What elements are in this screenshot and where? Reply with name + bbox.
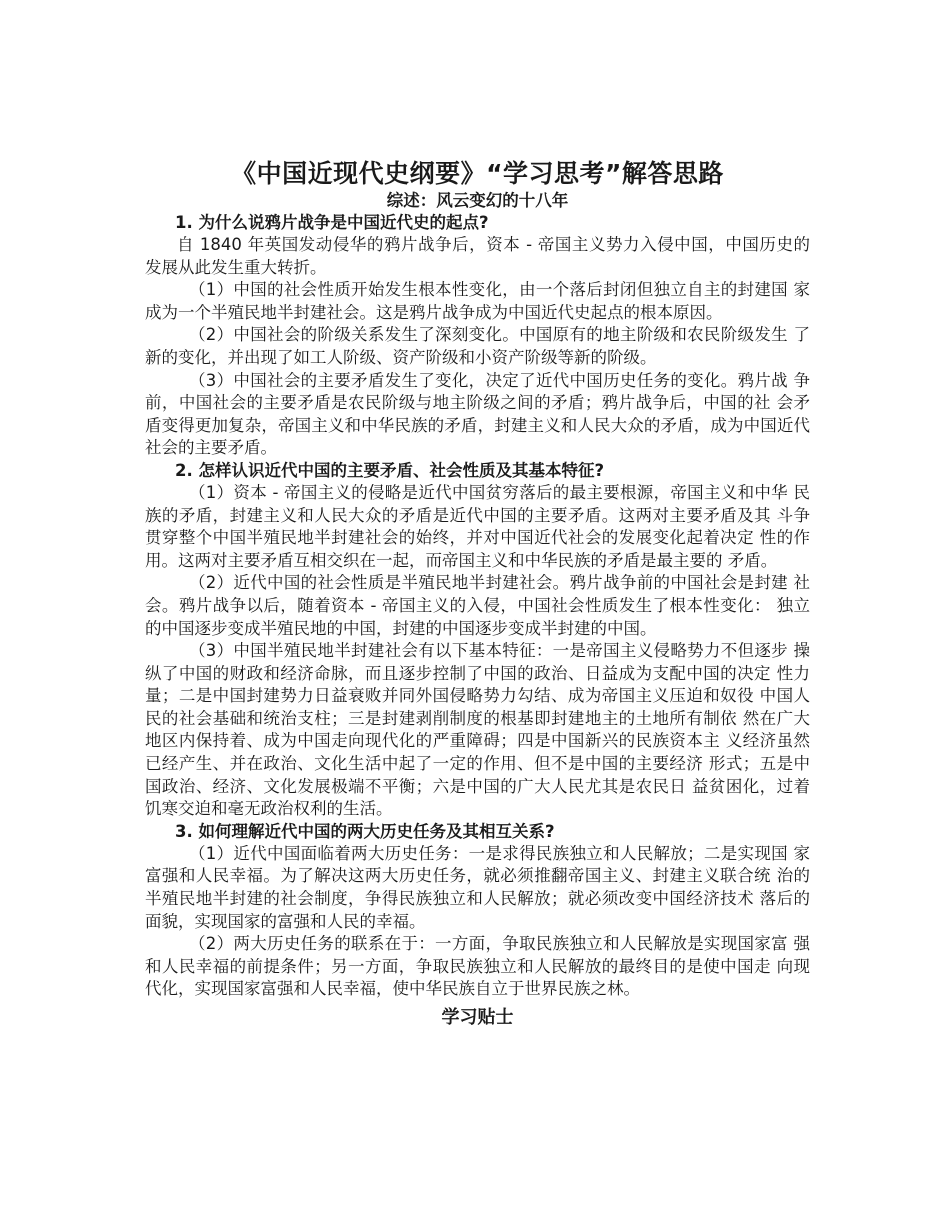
section-1 [145, 212, 810, 460]
question-heading: 1. 为什么说鸦片战争是中国近代史的起点? [175, 213, 489, 232]
paragraph: （2）中国社会的阶级关系发生了深刻变化。中国原有的地主阶级和农民阶级发生 了新的变化，并出现了如工人阶级、资产阶级和小资产阶级等新的阶级。 [145, 325, 810, 367]
paragraph: （3）中国社会的主要矛盾发生了变化，决定了近代中国历史任务的变化。鸦片战 争前，中国社会的主要矛盾是农民阶级与地主阶级之间的矛盾；鸦片战争后，中国的社 会矛盾变得更加复杂，帝国主义和中华民族的矛盾，封建主义和人民大众的矛盾，成为中国近代社会的主要矛盾。 [145, 370, 810, 458]
document-title: 《中国近现代史纲要》“学习思考”解答思路 [231, 159, 724, 188]
section-3 [145, 821, 810, 1001]
paragraph: （1）资本 - 帝国主义的侵略是近代中国贫穷落后的最主要根源，帝国主义和中华 民族的矛盾，封建主义和人民大众的矛盾是近代中国的主要矛盾。这两对主要矛盾及其 斗争贯穿整个中国半殖民地半封建社会的始终，并对中国近代社会的发展变化起着决定 性的作用。这两对主要矛盾互相交织在一起，而帝国主义和中华民族的矛盾是最主要的 矛盾。 [145, 482, 810, 570]
paragraph: （1）近代中国面临着两大历史任务：一是求得民族独立和人民解放；二是实现国 家富强和人民幸福。为了解决这两大历史任务，就必须推翻帝国主义、封建主义联合统 治的半殖民地半封建的社会制度，争得民族独立和人民解放；就必须改变中国经济技术 落后的面貌，实现国家的富强和人民的幸福。 [145, 843, 810, 931]
footer-heading: 学习贴士 [441, 1007, 514, 1028]
paragraph: 自 1840 年英国发动侵华的鸦片战争后，资本 - 帝国主义势力入侵中国，中国历史的 发展从此发生重大转折。 [145, 235, 810, 277]
question-heading: 3. 如何理解近代中国的两大历史任务及其相互关系? [175, 821, 555, 841]
paragraph: （1）中国的社会性质开始发生根本性变化，由一个落后封闭但独立自主的封建国 家成为一个半殖民地半封建社会。这是鸦片战争成为中国近代史起点的根本原因。 [145, 280, 810, 322]
paragraph: （2）近代中国的社会性质是半殖民地半封建社会。鸦片战争前的中国社会是封建 社会。鸦片战争以后，随着资本 - 帝国主义的入侵，中国社会性质发生了根本性变化： 独立的中国逐步变成半殖民地的中国，封建的中国逐步变成半封建的中国。 [145, 573, 810, 638]
section-2 [145, 460, 810, 821]
question-heading: 2. 怎样认识近代中国的主要矛盾、社会性质及其基本特征? [175, 460, 605, 480]
paragraph: （3）中国半殖民地半封建社会有以下基本特征：一是帝国主义侵略势力不但逐步 操纵了中国的财政和经济命脉，而且逐步控制了中国的政治、日益成为支配中国的决定 性力量；二是中国封建势力日益衰败并同外国侵略势力勾结、成为帝国主义压迫和奴役 中国人民的社会基础和统治支柱；三是封建剥削制度的根基即封建地主的土地所有制依 然在广大地区内保持着、成为中国走向现代化的严重障碍；四是中国新兴的民族资本主 义经济虽然已经产生、并在政治、文化生活中起了一定的作用、但不是中国的主要经济 形式；五是中国政治、经济、文化发展极端不平衡；六是中国的广大人民尤其是农民日 益贫困化，过着饥寒交迫和毫无政治权利的生活。 [145, 641, 810, 819]
paragraph: （2）两大历史任务的联系在于：一方面，争取民族独立和人民解放是实现国家富 强和人民幸福的前提条件；另一方面，争取民族独立和人民解放的最终目的是使中国走 向现代化，实现国家富强和人民幸福，使中华民族自立于世界民族之林。 [145, 934, 810, 999]
document-subtitle: 综述：风云变幻的十八年 [386, 191, 569, 210]
